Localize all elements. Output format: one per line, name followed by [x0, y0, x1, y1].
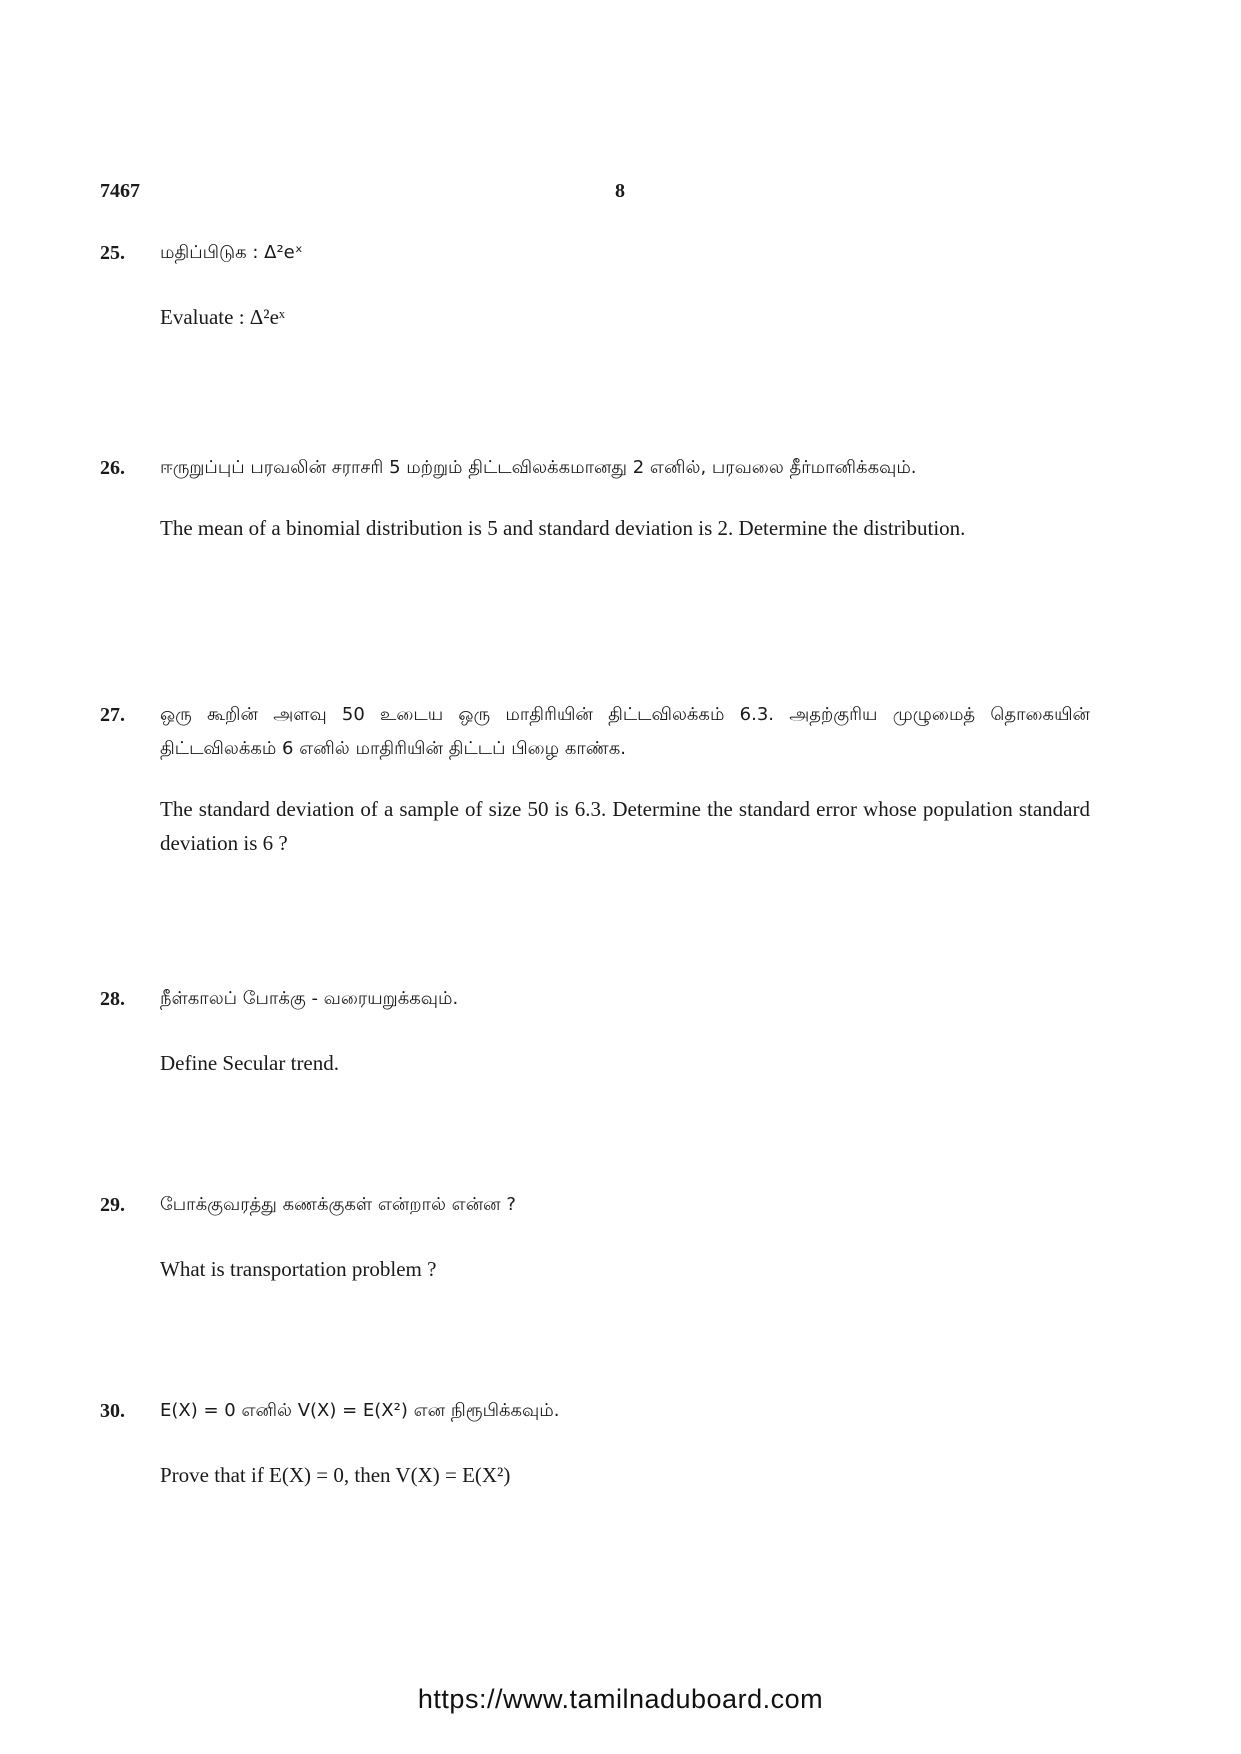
- question-number: 25.: [100, 242, 125, 264]
- question-tamil-text: நீள்காலப் போக்கு - வரையறுக்கவும்.: [160, 988, 459, 1009]
- question-28: [100, 988, 1090, 1080]
- question-number: 28.: [100, 988, 125, 1010]
- question-25: [100, 242, 1090, 334]
- question-english-text: What is transportation problem ?: [160, 1257, 437, 1281]
- question-english-text: Evaluate : Δ²eˣ: [160, 305, 285, 329]
- question-29: [100, 1194, 1090, 1286]
- question-27: [100, 704, 1090, 860]
- question-30: [100, 1400, 1090, 1492]
- question-number: 27.: [100, 704, 125, 726]
- question-tamil-text: போக்குவரத்து கணக்குகள் என்றால் என்ன ?: [160, 1194, 516, 1215]
- question-english-text: Define Secular trend.: [160, 1051, 340, 1075]
- question-tamil-text: ஒரு கூறின் அளவு 50 உடைய ஒரு மாதிரியின் திட்டவிலக்கம் 6.3. அதற்குரிய முழுமைத் தொகையின் திட்டவிலக்கம் 6 எனில் மாதிரியின் திட்டப் பிழை காண்க.: [160, 704, 1090, 759]
- question-tamil-text: E(X) = 0 எனில் V(X) = E(X²) என நிரூபிக்கவும்.: [160, 1400, 560, 1421]
- question-26: [100, 457, 1090, 545]
- question-english-text: The mean of a binomial distribution is 5 and standard deviation is 2. Determine the distribution.: [160, 516, 966, 540]
- question-english-text: The standard deviation of a sample of size 50 is 6.3. Determine the standard error whose population standard deviation is 6 ?: [160, 797, 1090, 855]
- question-tamil-text: மதிப்பிடுக : Δ²eˣ: [160, 242, 303, 263]
- question-english-text: Prove that if E(X) = 0, then V(X) = E(X²): [160, 1463, 511, 1487]
- paper-code: 7467: [100, 180, 140, 202]
- question-number: 29.: [100, 1194, 125, 1216]
- question-number: 26.: [100, 457, 125, 479]
- footer-url-link[interactable]: https://www.tamilnaduboard.com: [417, 1684, 824, 1714]
- question-tamil-text: ஈருறுப்புப் பரவலின் சராசரி 5 மற்றும் திட்டவிலக்கமானது 2 எனில், பரவலை தீர்மானிக்கவும்.: [160, 457, 917, 478]
- page-number: 8: [615, 180, 625, 202]
- question-number: 30.: [100, 1400, 125, 1422]
